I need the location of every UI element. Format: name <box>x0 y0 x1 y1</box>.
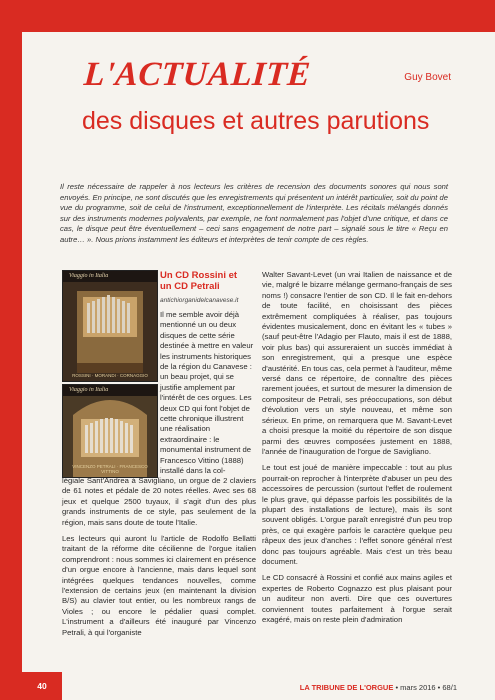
magazine-name: LA TRIBUNE DE L'ORGUE <box>299 683 394 692</box>
issue-info: • mars 2016 • 68/1 <box>395 683 457 692</box>
paragraph: Le CD consacré à Rossini et confié aux mains agiles et expertes de Roberto Cognazzo est plus plaisant pour un auditeur non averti. Dire que ces ouvertures conviennent toutes parfaitement à l'orgue serait exagéré, mais on reste plein d'admiration <box>262 573 452 624</box>
review-heading-block <box>160 270 250 304</box>
cd-cover-rossini <box>62 270 158 382</box>
section-kicker: L'ACTUALITÉ <box>82 56 312 93</box>
top-red-band <box>0 0 495 32</box>
left-column <box>62 476 256 644</box>
organ-photo <box>63 271 157 381</box>
cd-cover-petrali <box>62 384 158 478</box>
cover-series: Viaggio in Italia <box>69 273 109 279</box>
cover-caption: ROSSINI · MORANDI · CORNAGGIO <box>72 373 148 378</box>
paragraph: Les lecteurs qui auront lu l'article de Rodolfo Bellatti traitant de la réforme dite cécilienne de l'orgue italien comprendront : nous sommes ici clairement en présence d'un orgue encore à l'ancienne, mais dans lequel sont intégrées quelques tendances nouvelles, comme l'extension de certains jeux (en maintenant la division B/S) au clavier tout entier, ou les nombreux rangs de Violes ; ou encore le pédalier quasi complet. L'instrument a d'ailleurs été inauguré par Vincenzo Petrali, à qui l'organiste <box>62 534 256 637</box>
cover-band <box>63 385 157 396</box>
review-title: Un CD Rossini et un CD Petrali <box>160 270 238 292</box>
intro-paragraph: Il reste nécessaire de rappeler à nos lecteurs les critères de recension des documents sonores qui nous sont envoyés. En principe, ne sont discutés que les enregistrements qui présentent un intérêt particulier, soit du point de vue du programme, soit de celui de l'instrument, exceptionnellement de l'interprète. Les récitals mélangés donnés sur des instruments modernes polyvalents, par exemple, ne font normalement pas l'objet d'une critique, et dans ce cas, le disque peut être éventuellement – ceci sans engagement de notre part – signalé sous le titre « Reçu en autre… ». Nous prions instamment les éditeurs et interprètes de tenir compte de ces règles. <box>60 182 448 244</box>
left-narrow-text: Il me semble avoir déjà mentionné un ou deux disques de cette série destinée à mettre en valeur les instruments historiques de la région du Canavese : un beau projet, qui se justifie amplement par l'intérêt de ces orgues. Les deux CD qui font l'objet de cette chronique illustrent une réalisation extraordinaire : le monumental instrument de Francesco Vittino (1888) installé dans la col- <box>160 310 254 476</box>
author-name: Guy Bovet <box>404 72 451 83</box>
review-url[interactable]: antichiorganidelcanavese.it <box>160 297 239 304</box>
left-red-band <box>0 0 22 700</box>
page-number: 40 <box>22 672 62 700</box>
footer-magazine <box>300 683 457 692</box>
paragraph: Walter Savant-Levet (un vrai Italien de naissance et de vie, malgré le bizarre mélange germano-français de ses noms !) consacre l'entier de son CD. Il le fait en-dehors de toute facilité, en choisissant des pièces extrêmement compliquées à réaliser, pas toujours évidentes musicalement, donc en évitant les « tubes » (sauf peut-être l'Adagio per Flauto, mais il est de 1888, voir plus bas) qui assureraient un succès immédiat à son enregistrement, qui a presque une espèce d'austérité. En tous cas, cela permet à l'auditeur, même versé dans ce répertoire, de connaître des pièces rarement jouées, et surtout de mesurer la dimension de compositeur de Petrali, ses préoccupations, son début d'évolution vers un style nouveau, et même son sérieux. En prime, on remarquera que M. Savant-Levet a choisi presque la moitié du répertoire de son disque parmi des œuvres composées justement en 1888, l'année de l'inauguration de l'orgue de Savigliano. <box>262 270 452 456</box>
cover-series: Viaggio in Italia <box>69 387 109 393</box>
paragraph: Le tout est joué de manière impeccable : tout au plus pourrait-on reprocher à l'interprète d'abuser un peu des accessoires de percussion (surtout l'effet de roulement le plus grave, qui dépasse parfois les possibilités de la plupart des installations de lecture), mais ils sont souvent obligés. L'orgue paraît enregistré d'un peu trop près, ce qui exagère parfois le caractère quelque peu râpeux des jeux d'anches : l'effet sonore général n'est donc pas toujours agréable. Mais c'est un très beau document. <box>262 463 452 566</box>
cover-band <box>63 271 157 282</box>
article-title: des disques et autres parutions <box>82 106 430 135</box>
paragraph: légiale Sant'Andrea à Savigliano, un orgue de 2 claviers de 61 notes et pédale de 20 notes réelles. Avec ses 68 jeux et quelque 2500 tuyaux, il s'agit d'un des plus grands instruments de ce style, pas seulement de la région, mais sans doute de toute l'Italie. <box>62 476 256 527</box>
cover-caption: VINCENZO PETRALI · FRANCESCO VITTINO <box>72 464 148 474</box>
right-column <box>262 270 452 631</box>
